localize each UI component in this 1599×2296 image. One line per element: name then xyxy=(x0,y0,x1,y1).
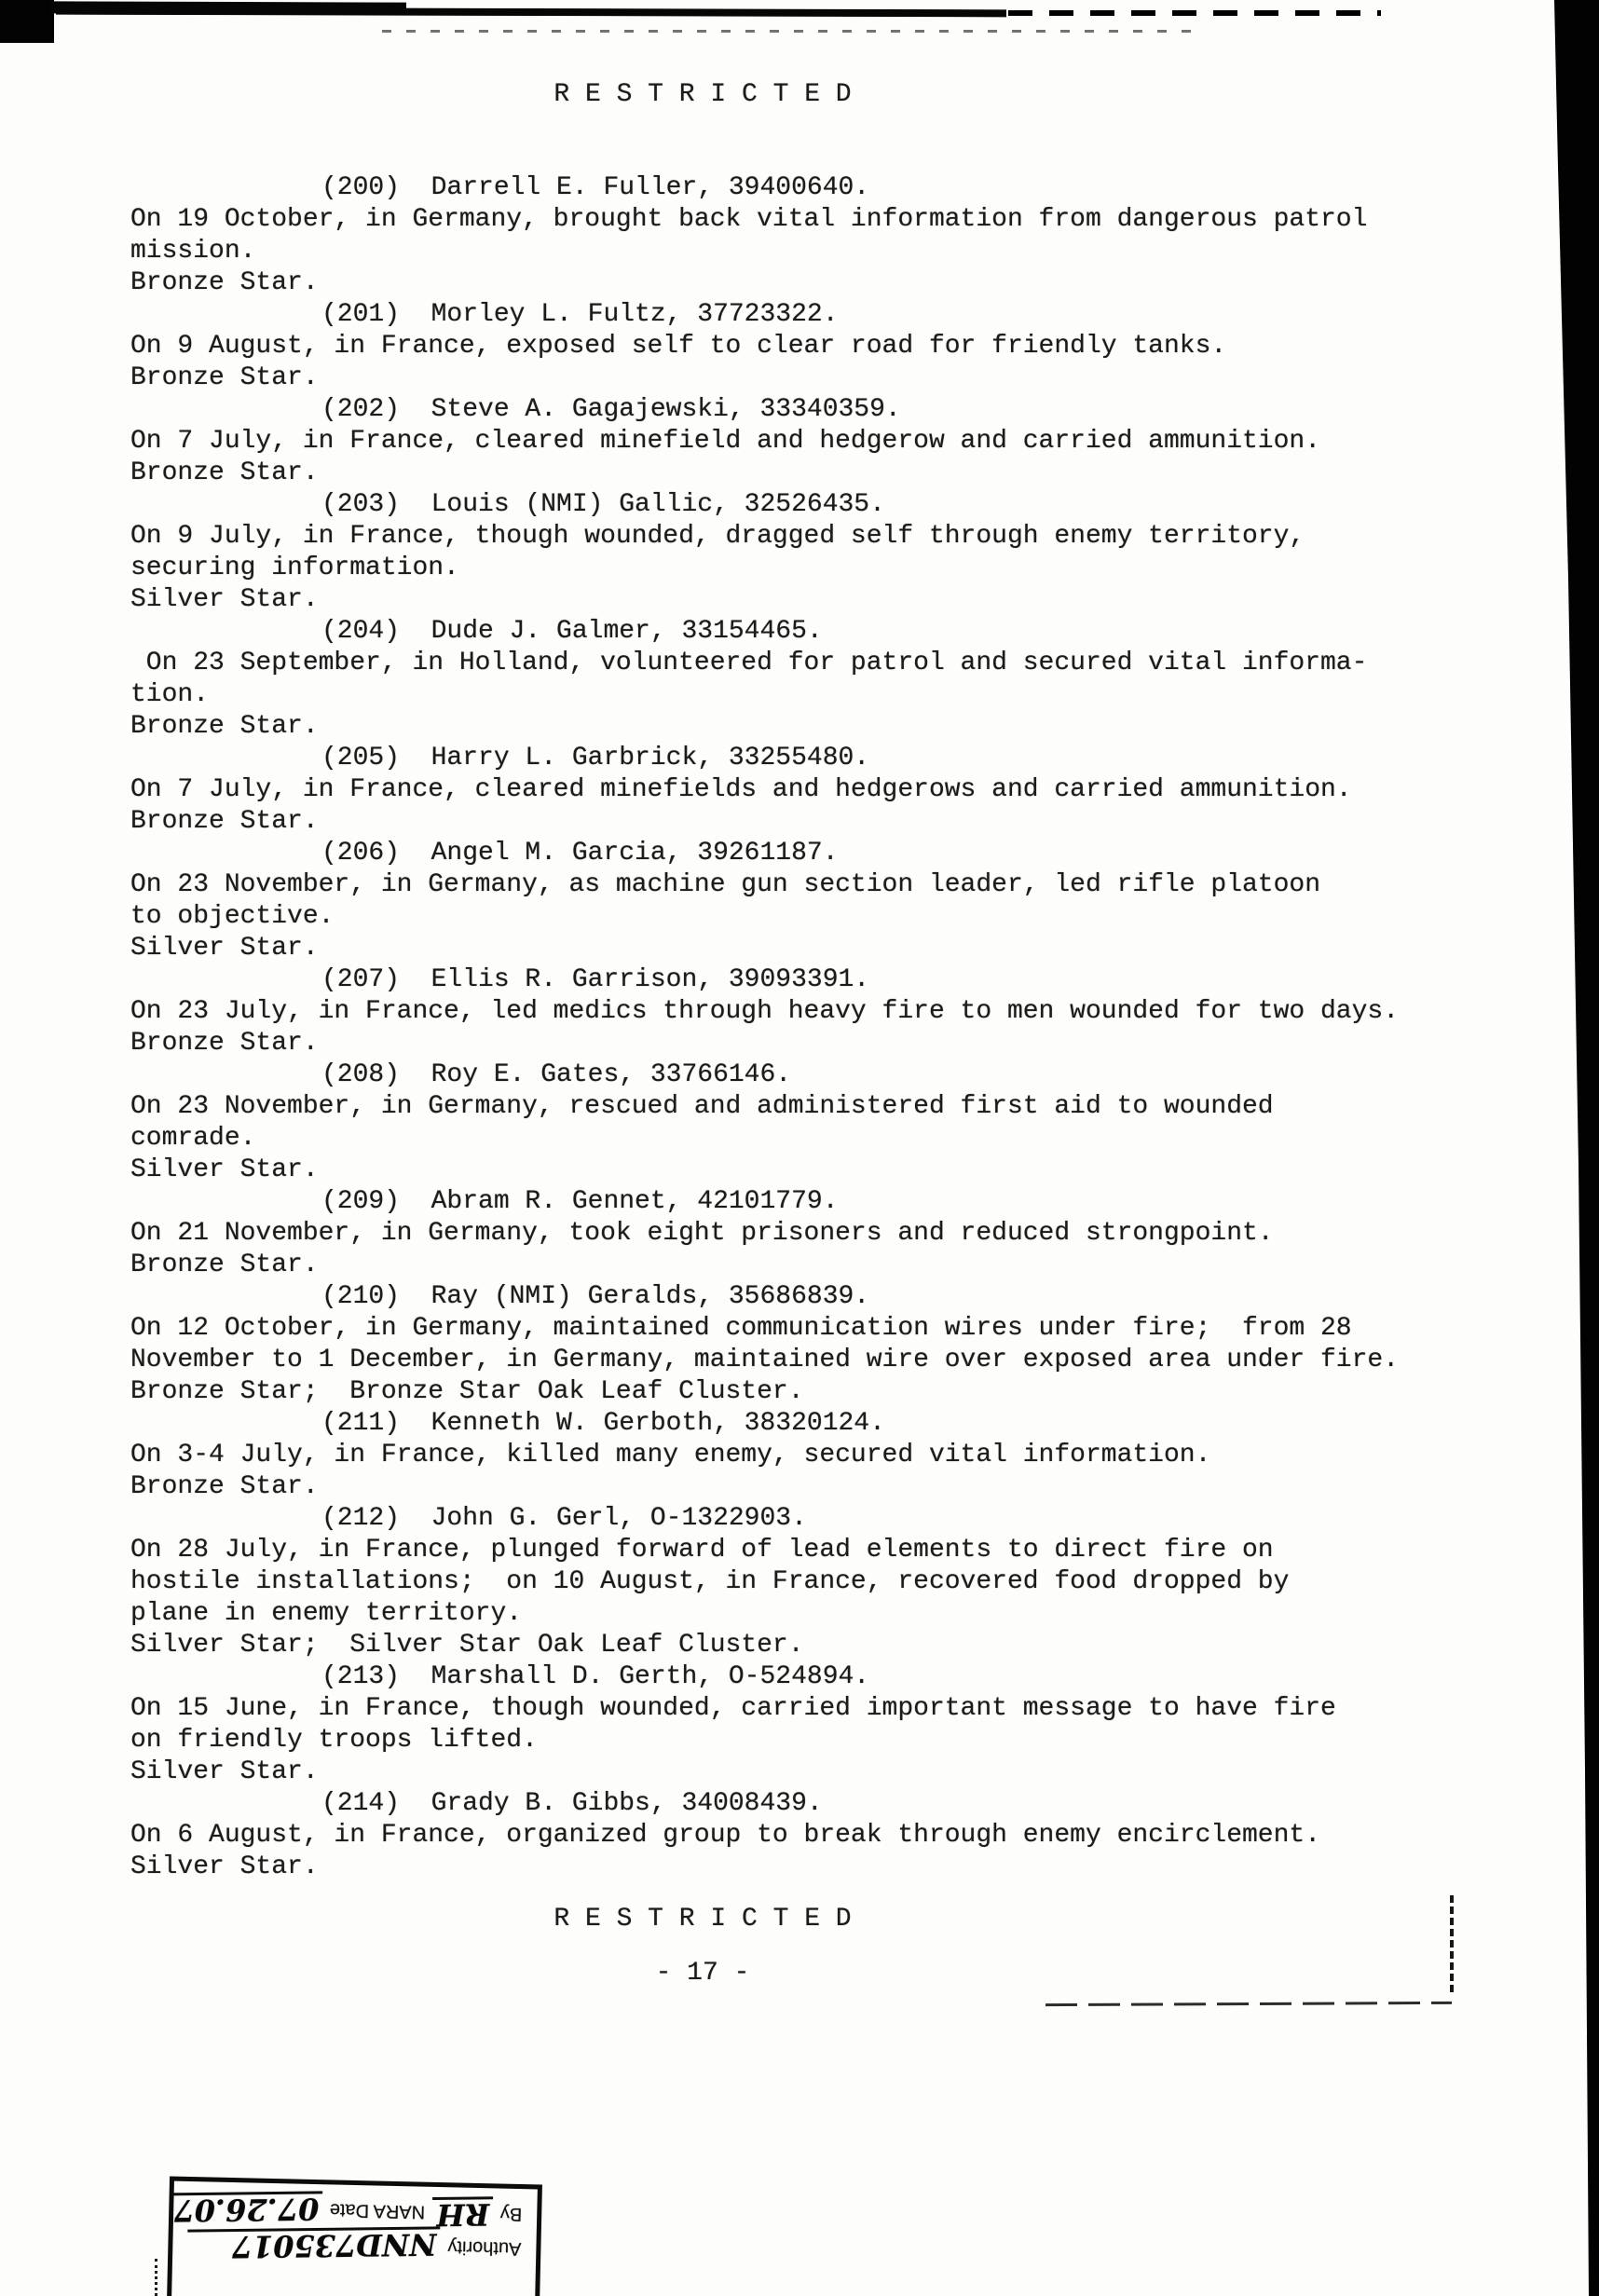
scan-artifact-dotted-mark-near-stamp xyxy=(155,2259,157,2296)
entry-header-line: (202) Steve A. Gagajewski, 33340359. xyxy=(321,395,901,424)
entry-header-line: (211) Kenneth W. Gerboth, 38320124. xyxy=(321,1409,885,1438)
citation-line: On 7 July, in France, cleared minefield and hedgerow and carried ammunition. xyxy=(130,427,1321,456)
scan-artifact-top-dotted-line xyxy=(382,30,1193,33)
award-line: Silver Star. xyxy=(130,934,319,963)
entry-header-line: (214) Grady B. Gibbs, 34008439. xyxy=(321,1789,823,1818)
award-line: Bronze Star. xyxy=(130,807,319,836)
citation-line: On 3-4 July, in France, killed many enemy, secured vital information. xyxy=(130,1441,1211,1469)
award-line: Silver Star; Silver Star Oak Leaf Cluster. xyxy=(130,1631,804,1660)
citation-line: On 9 August, in France, exposed self to clear road for friendly tanks. xyxy=(130,332,1227,361)
award-line: Silver Star. xyxy=(130,1757,319,1786)
award-line: Silver Star. xyxy=(130,585,319,614)
entry-header-line: (201) Morley L. Fultz, 37723322. xyxy=(321,300,839,329)
citation-line: securing information. xyxy=(130,554,459,582)
entry-header-line: (205) Harry L. Garbrick, 33255480. xyxy=(321,744,870,772)
scan-artifact-top-left-block xyxy=(0,0,54,43)
entry-header-line: (200) Darrell E. Fuller, 39400640. xyxy=(321,173,870,202)
citation-line: On 23 September, in Holland, volunteered for patrol and secured vital informa- xyxy=(130,649,1368,677)
citation-line: November to 1 December, in Germany, maintained wire over exposed area under fire. xyxy=(130,1346,1400,1374)
citation-line: tion. xyxy=(130,680,210,709)
citation-line: mission. xyxy=(130,237,256,266)
scan-artifact-bottom-scratch-line xyxy=(1046,2002,1452,2006)
declassification-stamp xyxy=(168,2180,540,2296)
scan-artifact-top-line xyxy=(56,7,1006,18)
award-line: Bronze Star. xyxy=(130,268,319,297)
citation-line: On 23 November, in Germany, as machine gun section leader, led rifle platoon xyxy=(130,870,1321,899)
citation-line: On 21 November, in Germany, took eight prisoners and reduced strongpoint. xyxy=(130,1219,1274,1248)
citation-line: comrade. xyxy=(130,1124,256,1153)
entry-header-line: (210) Ray (NMI) Geralds, 35686839. xyxy=(321,1282,870,1311)
award-line: Bronze Star. xyxy=(130,363,319,392)
entry-header-line: (203) Louis (NMI) Gallic, 32526435. xyxy=(321,490,885,519)
award-line: Bronze Star. xyxy=(130,1472,319,1501)
award-line: Silver Star. xyxy=(130,1852,319,1881)
entry-header-line: (208) Roy E. Gates, 33766146. xyxy=(321,1060,792,1089)
citation-line: On 12 October, in Germany, maintained communication wires under fire; from 28 xyxy=(130,1314,1352,1343)
entry-header-line: (213) Marshall D. Gerth, O-524894. xyxy=(321,1662,870,1691)
entry-header-line: (206) Angel M. Garcia, 39261187. xyxy=(321,839,839,868)
citation-line: hostile installations; on 10 August, in France, recovered food dropped by xyxy=(130,1567,1290,1596)
award-line: Bronze Star; Bronze Star Oak Leaf Cluster. xyxy=(130,1377,804,1406)
stamp-date-value: 07.26.07 xyxy=(170,2191,322,2223)
scan-artifact-top-dashes xyxy=(1008,10,1381,16)
stamp-by-date-line xyxy=(172,2191,523,2233)
stamp-by-label: By xyxy=(499,2203,523,2225)
stamp-by-value: RH xyxy=(432,2196,493,2228)
citation-line: On 7 July, in France, cleared minefields and hedgerows and carried ammunition. xyxy=(130,775,1352,804)
stamp-date-label: NARA Date xyxy=(329,2199,426,2222)
citation-line: On 19 October, in Germany, brought back vital information from dangerous patrol xyxy=(130,205,1368,234)
citation-line: to objective. xyxy=(130,902,335,931)
stamp-authority-value: NND735017 xyxy=(187,2226,440,2260)
entry-header-line: (204) Dude J. Galmer, 33154465. xyxy=(321,617,823,646)
entry-header-line: (209) Abram R. Gennet, 42101779. xyxy=(321,1187,839,1216)
declassification-stamp-box xyxy=(166,2176,542,2296)
citation-line: on friendly troops lifted. xyxy=(130,1726,538,1755)
page-number: - 17 - xyxy=(655,1959,750,1988)
scan-artifact-footer-dashed-mark xyxy=(1450,1895,1454,1992)
citation-line: On 23 July, in France, led medics through heavy fire to men wounded for two days. xyxy=(130,997,1400,1026)
award-line: Bronze Star. xyxy=(130,712,319,741)
citation-line: plane in enemy territory. xyxy=(130,1599,523,1628)
award-line: Bronze Star. xyxy=(130,1029,319,1058)
stamp-authority-label: Authority xyxy=(447,2236,522,2260)
citation-line: On 23 November, in Germany, rescued and administered first aid to wounded xyxy=(130,1092,1274,1121)
award-citation-list xyxy=(130,172,1491,1883)
citation-line: On 15 June, in France, though wounded, carried important message to have fire xyxy=(130,1694,1336,1723)
scan-artifact-right-edge-band xyxy=(1543,0,1599,2296)
citation-line: On 6 August, in France, organized group to break through enemy encirclement. xyxy=(130,1821,1321,1850)
citation-line: On 9 July, in France, though wounded, dragged self through enemy territory, xyxy=(130,522,1305,551)
award-line: Silver Star. xyxy=(130,1155,319,1184)
entry-header-line: (207) Ellis R. Garrison, 39093391. xyxy=(321,965,870,994)
classification-footer: R E S T R I C T E D xyxy=(554,1905,852,1934)
citation-line: On 28 July, in France, plunged forward of lead elements to direct fire on xyxy=(130,1536,1274,1565)
award-line: Bronze Star. xyxy=(130,1250,319,1279)
classification-header: R E S T R I C T E D xyxy=(554,80,852,109)
award-line: Bronze Star. xyxy=(130,458,319,487)
entry-header-line: (212) John G. Gerl, O-1322903. xyxy=(321,1504,807,1533)
